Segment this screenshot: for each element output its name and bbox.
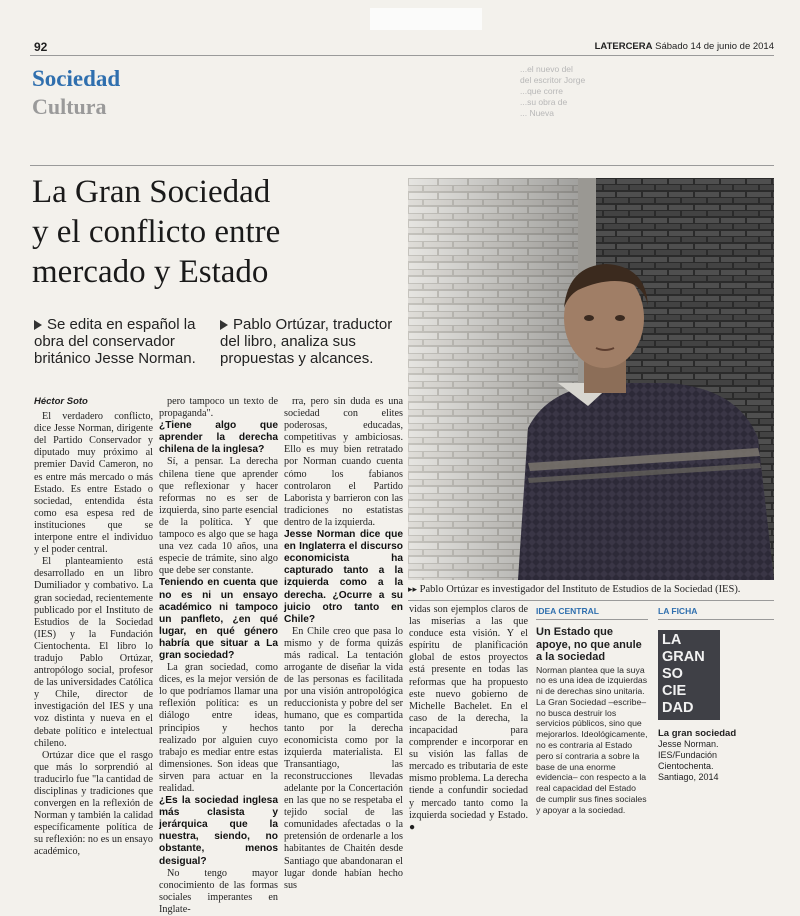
la-ficha-box (658, 606, 774, 783)
cover-letters: GRAN (662, 649, 705, 665)
paragraph: No tengo mayor conocimiento de las formas sociales imperantes en Inglate- (159, 867, 278, 915)
double-arrow-icon: ▸▸ (408, 585, 418, 595)
book-cover (658, 630, 720, 720)
caption-rule (408, 600, 774, 601)
cover-letters: LA (662, 632, 682, 648)
top-tab (370, 8, 482, 30)
teaser-line: del escritor Jorge (520, 75, 586, 85)
publication-date: Sábado 14 de junio de 2014 (655, 41, 774, 52)
deck-left: Se edita en español la obra del conservador británico Jesse Norman. (34, 316, 196, 367)
triangle-bullet-icon (220, 320, 228, 330)
headline-line: y el conflicto entre (32, 214, 281, 250)
portrait-photo-art (408, 178, 774, 580)
idea-central-body: Norman plantea que la suya no es una idea de izquierdas ni de derechas sino unitaria. La Gran Sociedad –escribe– no busca destruir los servicios públicos, sino que mejorarlos. Ideológicamente, no es contraria al Estado pero sí contraria a sobre la base de una enorme evidencia– con respecto a la real capacidad del Estado de cumplir sus fines sociales y apoyar a la sociedad. (536, 664, 648, 815)
teaser-line: ...su obra de (520, 97, 568, 107)
paragraph: rra, pero sin duda es una sociedad con elites poderosas, educadas, competitivas y ambiciosas. Ello es muy bien retratado por Norman cuando cuenta cómo los fabianos controlaron el Partido Laborista y barrieron con las tradiciones no estatistas dentro de la izquierda. (284, 396, 403, 528)
cover-letters: DAD (662, 700, 694, 716)
headline-line: mercado y Estado (32, 254, 269, 290)
paragraph: El planteamiento está desarrollado en un libro Dumiliador y combativo. La gran sociedad, recientemente publicado por el Instituto de Estudios de la Sociedad (IES) y la Fundación Cientochenta. El libro lo tradujo Pablo Ortúzar, antropólogo social, profesor de las universidades Católica y Chile, director de investigación del IES y una voz distinta y nueva en el debate político e intelectual chileno. (34, 556, 153, 749)
paragraph: vidas son ejemplos claros de las miserias a las que conduce esta visión. Y el espíritu de planificación global de estos proyectos está presente en todas las reformas que ha propuesto este nuevo gobierno de Michelle Bachelet. En el caso de la derecha, la incapacidad para comprender e incorporar en su visión las fallas de mercado es tributaria de este mismo problema. La derecha tiende a confundir sociedad y mercado tanto como la izquierda sociedad y Estado. ● (409, 604, 528, 833)
teaser-line: ...el nuevo del (520, 64, 573, 74)
interview-question: ¿Es la sociedad inglesa más clasista y jerárquica que la nuestra, siendo, no obstante, menos desigual? (159, 795, 278, 867)
idea-central-label: IDEA CENTRAL (536, 606, 648, 620)
paragraph: La gran sociedad, como dices, es la mejor versión de lo que podríamos llamar una reflexión política: es un diálogo entre ideas, principios y hechos realizado por alguien cuyo trabajo es mediar entre estas dimensiones. Son ideas que sirven para actuar en la realidad. (159, 662, 278, 794)
idea-central-title: Un Estado que apoye, no que anule a la sociedad (536, 626, 642, 663)
idea-central-box (536, 606, 648, 815)
book-publisher: IES/Fundación Cientochenta. (658, 750, 718, 771)
column-1 (34, 396, 153, 859)
cover-letters: SO (662, 666, 683, 682)
publication-header (595, 41, 774, 52)
la-ficha-label: LA FICHA (658, 606, 774, 620)
paragraph: El verdadero conflicto, dice Jesse Norman, dirigente del Partido Conservador y diputado muy próximo al premier David Cameron, no es entre más mercado o más Estado. Es entre Estado o sociedad, entendida ésta como esa espesa red de instituciones que se interpone entre el individuo y el poder central. (34, 411, 153, 556)
paragraph: Ortúzar dice que el rasgo que más lo sorprendió al traducirlo fue "la cantidad de disciplinas y tradiciones que convergen en la reflexión de Norman y también la calidad específicamente política de su reflexión: no es un ensayo académico, (34, 749, 153, 858)
section-primary: Sociedad (32, 66, 121, 91)
end-mark-icon: ● (409, 821, 416, 833)
teaser-line: ... Nueva (520, 108, 555, 118)
book-title: La gran sociedad (658, 728, 737, 739)
paragraph: En Chile creo que pasa lo mismo y de forma quizás más radical. La tentación arrogante de diseñar la vida de las personas es facilitada por una visión antropológica reduccionista y pobre del ser humano, que es compartida tanto por la derecha economicista como por la izquierda materialista. El Transantiago, las reconstrucciones llevadas adelante por la Concertación en las que no se respetaba el tejido social de las comunidades afectadas o la pretensión de ordenarle a los habitantes de Chaitén desde Santiago que abandonaran el lugar donde habían hecho sus (284, 625, 403, 891)
headline-line: La Gran Sociedad (32, 174, 271, 210)
book-place-year: Santiago, 2014 (658, 772, 719, 782)
page-number: 92 (34, 40, 48, 54)
column-3 (284, 396, 403, 892)
byline: Héctor Soto (34, 396, 88, 407)
header-rule (30, 55, 774, 56)
section-rule (30, 165, 774, 166)
teaser-box (520, 64, 770, 164)
column-4 (409, 604, 528, 834)
paragraph: Sí, a pensar. La derecha chilena tiene que aprender que reflexionar y hacer reformas no es ser de izquierda, sino parte esencial de la política. Y que tampoco es algo que se haga una vez cada 10 años, una especie de trámite, sino algo que debe ser constante. (159, 456, 278, 577)
column-2 (159, 396, 278, 916)
section-secondary: Cultura (32, 94, 107, 119)
photo-caption: ▸▸ Pablo Ortúzar es investigador del Instituto de Estudios de la Sociedad (IES). (408, 584, 741, 595)
interview-question: Teniendo en cuenta que no es ni un ensayo académico ni tampoco un panfleto, ¿en qué lugar, en qué género habría que situar a La gran sociedad? (159, 577, 278, 661)
deck-right: Pablo Ortúzar, traductor del libro, analiza sus propuestas y alcances. (220, 316, 393, 367)
triangle-bullet-icon (34, 320, 42, 330)
publication-name: LATERCERA (594, 41, 653, 52)
cover-letters: CIE (662, 683, 687, 699)
interview-question: ¿Tiene algo que aprender la derecha chilena de la inglesa? (159, 420, 278, 456)
portrait-photo (408, 178, 774, 580)
headline (32, 172, 280, 292)
teaser-line: ...que corre (520, 86, 563, 96)
paragraph: pero tampoco un texto de propaganda". (159, 396, 278, 420)
book-author: Jesse Norman. (658, 739, 719, 749)
interview-question: Jesse Norman dice que en Inglaterra el discurso economicista ha capturado tanto a la izquierda como a la derecha. ¿Ocurre a su juicio otro tanto en Chile? (284, 529, 403, 625)
